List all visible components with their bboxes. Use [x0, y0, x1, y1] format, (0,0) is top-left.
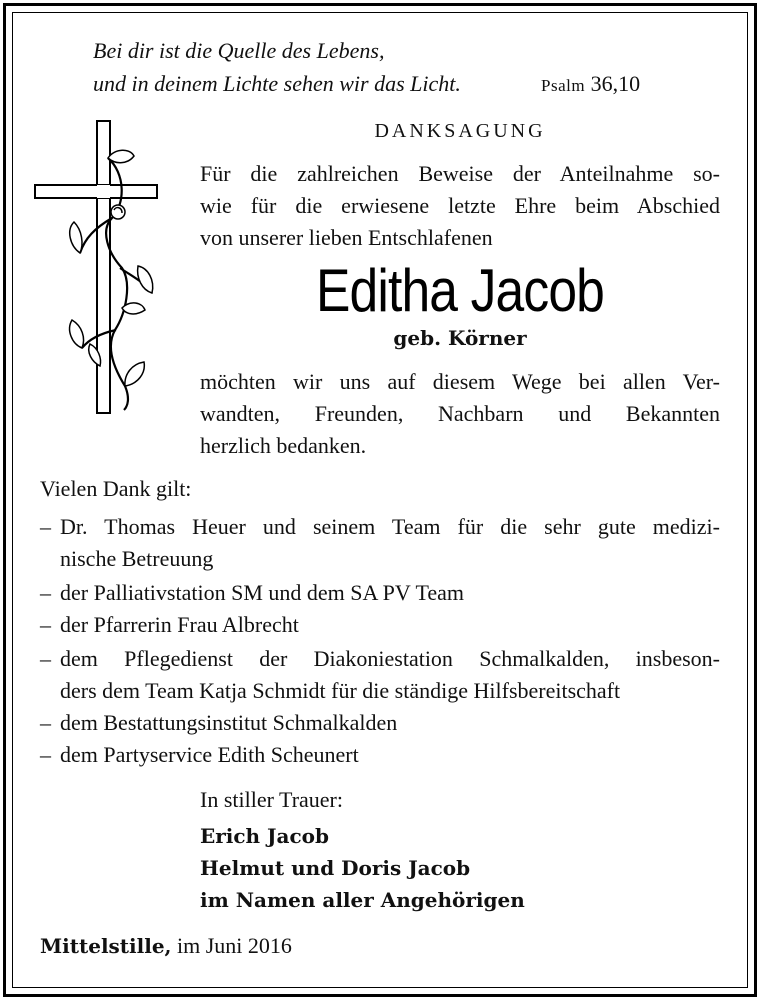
list-item-continuation: nische Betreuung	[60, 546, 214, 571]
signature-2: Helmut und Doris Jacob	[200, 856, 471, 880]
verse-reference	[541, 70, 640, 100]
psalm-number: 36,10	[590, 71, 641, 96]
thanks-line-2: wandten, Freunden, Nachbarn und Bekannten	[200, 401, 720, 426]
list-dash: –	[40, 580, 51, 605]
thanks-line-3: herzlich bedanken.	[200, 433, 367, 458]
list-dash: –	[40, 514, 51, 539]
place: Mittelstille,	[40, 934, 172, 958]
signature-3: im Namen aller Angehörigen	[200, 888, 525, 912]
special-thanks-label: Vielen Dank gilt:	[40, 476, 192, 501]
list-item: dem Pflegedienst der Diakoniestation Schmalkalden, insbeson-	[60, 646, 720, 671]
deceased-name: Editha Jacob	[315, 257, 605, 324]
list-item-continuation: ders dem Team Katja Schmidt für die ständige Hilfsbereitschaft	[60, 678, 621, 703]
signature-1: Erich Jacob	[200, 824, 329, 848]
list-item: der Pfarrerin Frau Albrecht	[60, 612, 299, 637]
psalm-word: Psalm	[541, 76, 586, 95]
verse-line-2: und in deinem Lichte sehen wir das Licht.	[93, 71, 461, 96]
maiden-name: geb. Körner	[393, 326, 527, 350]
list-item: dem Partyservice Edith Scheunert	[60, 742, 359, 767]
intro-line-3: von unserer lieben Entschlafenen	[200, 225, 493, 250]
thanks-line-1: möchten wir uns auf diesem Wege bei allen Ver-	[200, 369, 720, 394]
cross-with-vine-icon	[30, 118, 160, 418]
verse-line-1: Bei dir ist die Quelle des Lebens,	[93, 38, 385, 63]
list-item: Dr. Thomas Heuer und seinem Team für die sehr gute medizi-	[60, 514, 720, 539]
mourning-label: In stiller Trauer:	[200, 787, 343, 812]
notice-heading: DANKSAGUNG	[374, 120, 546, 142]
list-dash: –	[40, 710, 51, 735]
list-item: dem Bestattungsinstitut Schmalkalden	[60, 710, 398, 735]
intro-line-2: wie für die erwiesene letzte Ehre beim Abschied	[200, 193, 720, 218]
list-dash: –	[40, 646, 51, 671]
list-dash: –	[40, 742, 51, 767]
list-dash: –	[40, 612, 51, 637]
intro-line-1: Für die zahlreichen Beweise der Anteilnahme so-	[200, 161, 720, 186]
list-item: der Palliativstation SM und dem SA PV Team	[60, 580, 465, 605]
date: im Juni 2016	[177, 933, 292, 958]
place-date	[40, 930, 292, 962]
